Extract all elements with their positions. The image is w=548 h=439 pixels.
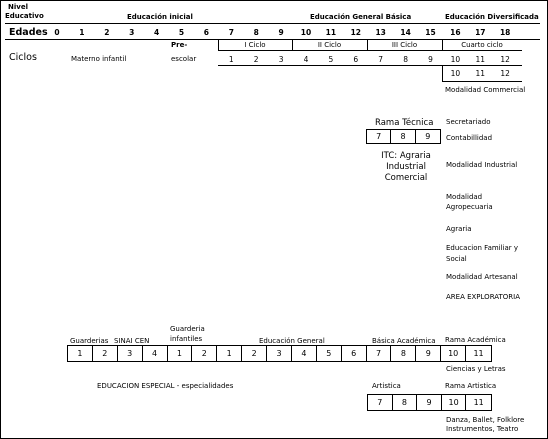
- ciclo-3-header: III Ciclo: [391, 41, 418, 49]
- educativo-label: Educativo: [5, 12, 44, 20]
- modalidad-industrial-label: Modalidad Industrial: [446, 161, 518, 169]
- danza-ballet-folklore-label: Danza, Ballet, Folklore: [446, 416, 525, 424]
- age-label-13: 13: [375, 28, 386, 37]
- especial-grade-cell: 2: [192, 346, 217, 361]
- especial-grade-cell: 4: [292, 346, 317, 361]
- rama-tecnica-title: Rama Técnica: [375, 118, 434, 128]
- cuarto-row2-rule: [442, 81, 522, 82]
- guarderias-label: Guarderias: [70, 337, 109, 345]
- sinai-cen-label: SINAI CEN: [114, 337, 150, 345]
- ciclo-grade-3: 3: [278, 55, 284, 64]
- rama-tecnica-grade-cell: 7: [367, 130, 391, 143]
- escolar-label: escolar: [171, 55, 197, 63]
- age-label-10: 10: [300, 28, 312, 37]
- artistica-grade-cell: 11: [473, 398, 484, 407]
- age-label-6: 6: [203, 28, 209, 37]
- age-label-16: 16: [450, 28, 461, 37]
- age-label-18: 18: [499, 28, 511, 37]
- especial-grade-cell: 5: [317, 346, 342, 361]
- ciclo-grade-4: 4: [303, 55, 309, 64]
- ciclo-grade-1: 1: [228, 55, 234, 64]
- artistica-label: Artistica: [372, 382, 401, 390]
- ciclo-grade-9: 9: [428, 55, 433, 64]
- modalidad-commercial-label: Modalidad Commercial: [445, 86, 526, 94]
- age-label-1: 1: [79, 28, 85, 37]
- especial-grade-cell: 9: [416, 346, 441, 361]
- rama-tecnica-grades: [366, 129, 441, 144]
- ciclo-4-header: Cuarto ciclo: [461, 41, 503, 49]
- materno-infantil-label: Materno infantil: [71, 55, 127, 63]
- ciclo-1-header: I Ciclo: [244, 41, 266, 49]
- age-label-4: 4: [153, 28, 160, 37]
- especial-grade-cell: 6: [342, 346, 367, 361]
- edades-label: Edades: [9, 27, 48, 38]
- ciclo-grade-11: 11: [475, 55, 486, 64]
- agropecuaria-label: Agropecuaria: [446, 203, 493, 211]
- artistica-grade-cell: 9: [417, 395, 442, 410]
- ciencias-letras-label: Ciencias y Letras: [446, 365, 506, 373]
- cuarto-row2-left: [442, 65, 443, 81]
- age-label-12: 12: [350, 28, 362, 37]
- especial-grade-cell: 1: [217, 346, 242, 361]
- especial-grade-cell: 1: [168, 346, 193, 361]
- rama-artistica-label: Rama Artistica: [445, 382, 497, 390]
- itc-comercial-label: Comercial: [384, 173, 428, 183]
- ciclo-2-header: II Ciclo: [317, 41, 342, 49]
- basica-academica-label: Básica Académica: [372, 337, 436, 345]
- guarderia-label: Guarderia: [170, 325, 205, 333]
- social-label: Social: [446, 255, 467, 263]
- ciclos-row-rule: [218, 65, 522, 66]
- instrumentos-teatro-label: Instrumentos, Teatro: [446, 425, 519, 433]
- nivel-label: Nivel: [8, 3, 28, 11]
- pre-label: Pre-: [171, 41, 188, 49]
- age-label-0: 0: [54, 28, 60, 37]
- cuarto-ciclo-grade-11: 11: [475, 69, 486, 78]
- ciclos-label: Ciclos: [9, 52, 37, 63]
- rama-tecnica-grade-cell: 8: [391, 130, 415, 143]
- educacion-diversificada-title: Educación Diversificada: [445, 13, 539, 21]
- ciclo-grade-5: 5: [328, 55, 334, 64]
- artistica-grade-cell: 7: [368, 395, 393, 410]
- artistica-grade-cell: 10: [442, 395, 467, 410]
- modalidad-artesanal-label: Modalidad Artesanal: [446, 273, 518, 281]
- infantiles-label: infantiles: [170, 335, 203, 343]
- ciclo-header-rule: [218, 50, 522, 51]
- age-label-2: 2: [104, 28, 110, 37]
- ciclo-grade-6: 6: [353, 55, 359, 64]
- edades-bottom-rule: [5, 39, 540, 40]
- age-label-9: 9: [278, 28, 284, 37]
- age-label-11: 11: [325, 28, 337, 37]
- artistica-grades-row: [367, 394, 492, 411]
- cuarto-ciclo-grade-12: 12: [500, 69, 510, 78]
- age-label-15: 15: [425, 28, 436, 37]
- especial-grade-cell: 3: [118, 346, 143, 361]
- secretariado-label: Secretariado: [446, 118, 491, 126]
- age-label-3: 3: [129, 28, 135, 37]
- modalidad-label: Modalidad: [446, 193, 483, 201]
- itc-industrial-label: Industrial: [386, 162, 426, 172]
- educacion-familiar-label: Educacion Familiar y: [446, 244, 519, 252]
- artistica-grade-cell: 8: [393, 395, 418, 410]
- edades-top-rule: [5, 23, 540, 24]
- age-label-14: 14: [400, 28, 411, 37]
- especial-grade-cell: 3: [267, 346, 292, 361]
- area-exploratoria-label: AREA EXPLORATORIA: [446, 293, 521, 301]
- educacion-especial-title: EDUCACION ESPECIAL - especialidades: [97, 382, 234, 390]
- age-label-7: 7: [228, 28, 234, 37]
- especial-grade-cell: 2: [93, 346, 118, 361]
- agraria-label: Agraria: [446, 225, 472, 233]
- especial-grade-cell: 4: [143, 346, 168, 361]
- ciclo-grade-12: 12: [500, 55, 510, 64]
- age-label-17: 17: [475, 28, 486, 37]
- ciclo-grade-7: 7: [378, 55, 384, 64]
- especial-grade-cell: 11: [473, 349, 484, 358]
- itc-agraria-label: ITC: Agraria: [381, 151, 431, 161]
- cuarto-ciclo-grade-10: 10: [450, 69, 461, 78]
- especial-grade-cell: 10: [441, 346, 466, 361]
- educacion-general-basica-title: Educación General Básica: [310, 13, 412, 21]
- especial-grade-cell: 7: [367, 346, 392, 361]
- ciclo-grade-8: 8: [403, 55, 408, 64]
- ciclo-grade-10: 10: [450, 55, 461, 64]
- rama-academica-label: Rama Académica: [445, 336, 506, 344]
- especial-grade-cell: 2: [242, 346, 267, 361]
- educacion-general-label: Educación General: [259, 337, 325, 345]
- ciclo-grade-2: 2: [253, 55, 259, 64]
- age-label-5: 5: [178, 28, 185, 37]
- contabilidad-label: Contabillidad: [446, 134, 493, 142]
- especial-grades-row: [67, 345, 492, 362]
- educacion-inicial-title: Educación inicial: [127, 13, 193, 21]
- rama-tecnica-grade-cell: 9: [425, 132, 431, 141]
- especial-grade-cell: 8: [391, 346, 416, 361]
- age-label-8: 8: [253, 28, 259, 37]
- especial-grade-cell: 1: [68, 346, 93, 361]
